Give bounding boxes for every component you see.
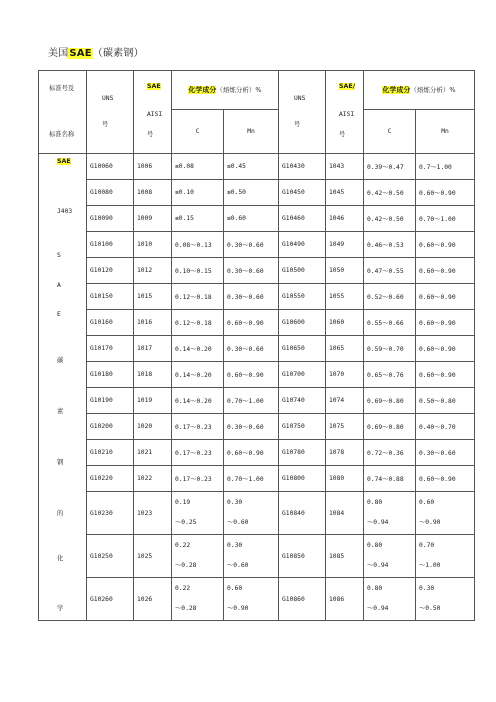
table-row <box>39 336 475 362</box>
cell-mn2: 0.60～0.90 <box>416 180 475 206</box>
header-sae-aisi: SAE AISI 号 <box>134 71 172 154</box>
header-sae-aisi-2: SAE/ AISI 号 <box>326 71 364 154</box>
cell-mn: ≤0.45 <box>224 154 279 180</box>
cell-aisi: 1008 <box>134 180 172 206</box>
header-mn: Mn <box>224 110 279 154</box>
cell-c: 0.17～0.23 <box>172 440 224 466</box>
cell-aisi: 1019 <box>134 388 172 414</box>
header-mn-2: Mn <box>416 110 475 154</box>
side-char: S <box>57 252 61 259</box>
cell-uns2: G10600 <box>279 310 326 336</box>
cell-uns2: G10740 <box>279 388 326 414</box>
cell-uns: G10100 <box>87 232 134 258</box>
cell-uns: G10250 <box>87 535 134 578</box>
steel-composition-table <box>38 70 475 621</box>
cell-aisi: 1017 <box>134 336 172 362</box>
cell-c: 0.22 ～0.28 <box>172 535 224 578</box>
table-row <box>39 388 475 414</box>
cell-c: 0.22 ～0.28 <box>172 578 224 621</box>
cell-c: 0.14～0.20 <box>172 388 224 414</box>
cell-mn2: 0.60～0.90 <box>416 284 475 310</box>
side-char: 的 <box>57 510 64 517</box>
cell-uns2: G10430 <box>279 154 326 180</box>
cell-aisi: 1012 <box>134 258 172 284</box>
cell-c2: 0.69～0.80 <box>364 388 416 414</box>
cell-uns: G10260 <box>87 578 134 621</box>
cell-mn: 0.30～0.60 <box>224 232 279 258</box>
cell-aisi2: 1046 <box>326 206 364 232</box>
cell-aisi2: 1084 <box>326 492 364 535</box>
cell-c2: 0.39～0.47 <box>364 154 416 180</box>
cell-c: 0.10～0.15 <box>172 258 224 284</box>
header-composition-2: 化学成分（熔炼分析）% <box>364 71 475 110</box>
cell-c2: 0.55～0.66 <box>364 310 416 336</box>
table-row <box>39 232 475 258</box>
cell-aisi: 1006 <box>134 154 172 180</box>
cell-mn: 0.60 ～0.90 <box>224 578 279 621</box>
cell-aisi2: 1070 <box>326 362 364 388</box>
cell-uns2: G10650 <box>279 336 326 362</box>
cell-aisi: 1021 <box>134 440 172 466</box>
table-row <box>39 258 475 284</box>
cell-c: 0.12～0.18 <box>172 310 224 336</box>
cell-aisi2: 1060 <box>326 310 364 336</box>
cell-aisi: 1026 <box>134 578 172 621</box>
cell-uns2: G10500 <box>279 258 326 284</box>
cell-uns: G10220 <box>87 466 134 492</box>
cell-c2: 0.42～0.50 <box>364 180 416 206</box>
cell-c2: 0.59～0.70 <box>364 336 416 362</box>
cell-mn2: 0.60～0.90 <box>416 258 475 284</box>
title-prefix: 美国 <box>48 48 69 59</box>
side-char: E <box>57 311 61 318</box>
cell-aisi2: 1075 <box>326 414 364 440</box>
cell-aisi: 1022 <box>134 466 172 492</box>
title-suffix: （碳素钢） <box>92 48 144 59</box>
side-char: 化 <box>57 555 64 562</box>
table-row <box>39 284 475 310</box>
cell-mn: 0.30 ～0.60 <box>224 492 279 535</box>
cell-mn: 0.30～0.60 <box>224 414 279 440</box>
cell-mn: 0.30 ～0.60 <box>224 535 279 578</box>
side-char: 钢 <box>57 459 64 466</box>
cell-uns2: G10490 <box>279 232 326 258</box>
header-row <box>39 71 475 110</box>
side-char: A <box>57 282 61 289</box>
cell-mn: 0.30～0.60 <box>224 258 279 284</box>
page-title <box>48 44 144 59</box>
cell-mn: 0.30～0.60 <box>224 284 279 310</box>
cell-mn: 0.60～0.90 <box>224 362 279 388</box>
table-row <box>39 180 475 206</box>
standard-name-cell <box>39 154 87 621</box>
cell-mn2: 0.70～1.00 <box>416 206 475 232</box>
table-row <box>39 492 475 535</box>
header-uns-2: UNS 号 <box>279 71 326 154</box>
cell-c: 0.08～0.13 <box>172 232 224 258</box>
cell-c2: 0.65～0.76 <box>364 362 416 388</box>
cell-mn: 0.70～1.00 <box>224 388 279 414</box>
header-composition: 化学成分（熔炼分析）% <box>172 71 279 110</box>
cell-c2: 0.80 ～0.94 <box>364 578 416 621</box>
cell-mn2: 0.50～0.80 <box>416 388 475 414</box>
cell-mn2: 0.70 ～1.00 <box>416 535 475 578</box>
table-row <box>39 440 475 466</box>
cell-mn2: 0.60 ～0.90 <box>416 492 475 535</box>
cell-aisi: 1018 <box>134 362 172 388</box>
cell-c: ≤0.08 <box>172 154 224 180</box>
cell-c: ≤0.15 <box>172 206 224 232</box>
cell-aisi2: 1086 <box>326 578 364 621</box>
cell-uns: G10170 <box>87 336 134 362</box>
table-row <box>39 154 475 180</box>
title-highlight: SAE <box>69 48 92 59</box>
cell-c: 0.17～0.23 <box>172 466 224 492</box>
cell-c2: 0.46～0.53 <box>364 232 416 258</box>
cell-uns2: G10700 <box>279 362 326 388</box>
cell-uns: G10160 <box>87 310 134 336</box>
cell-uns2: G10550 <box>279 284 326 310</box>
cell-aisi2: 1043 <box>326 154 364 180</box>
cell-uns2: G10800 <box>279 466 326 492</box>
cell-aisi: 1025 <box>134 535 172 578</box>
cell-uns: G10230 <box>87 492 134 535</box>
cell-uns: G10090 <box>87 206 134 232</box>
cell-aisi2: 1045 <box>326 180 364 206</box>
cell-c: 0.17～0.23 <box>172 414 224 440</box>
side-j403: J403 <box>57 208 73 215</box>
cell-uns: G10080 <box>87 180 134 206</box>
cell-c2: 0.69～0.80 <box>364 414 416 440</box>
cell-mn2: 0.60～0.90 <box>416 336 475 362</box>
side-sae: SAE <box>57 158 71 165</box>
cell-aisi2: 1049 <box>326 232 364 258</box>
cell-mn2: 0.60～0.90 <box>416 232 475 258</box>
cell-mn2: 0.60～0.90 <box>416 362 475 388</box>
side-char: 学 <box>57 605 64 612</box>
table-row <box>39 578 475 621</box>
table-row <box>39 206 475 232</box>
cell-aisi2: 1085 <box>326 535 364 578</box>
cell-aisi: 1016 <box>134 310 172 336</box>
cell-mn: ≤0.60 <box>224 206 279 232</box>
table-row <box>39 414 475 440</box>
cell-c2: 0.80 ～0.94 <box>364 535 416 578</box>
side-char: 碳 <box>57 357 64 364</box>
header-c-2: C <box>364 110 416 154</box>
cell-c2: 0.80 ～0.94 <box>364 492 416 535</box>
cell-mn: 0.30～0.60 <box>224 336 279 362</box>
cell-mn2: 0.60～0.90 <box>416 466 475 492</box>
cell-mn: ≤0.50 <box>224 180 279 206</box>
cell-c: 0.19 ～0.25 <box>172 492 224 535</box>
cell-c2: 0.72～0.36 <box>364 440 416 466</box>
table-row <box>39 466 475 492</box>
table-row <box>39 535 475 578</box>
cell-uns2: G10850 <box>279 535 326 578</box>
cell-mn2: 0.7～1.00 <box>416 154 475 180</box>
cell-mn2: 0.30～0.60 <box>416 440 475 466</box>
cell-mn: 0.60～0.90 <box>224 310 279 336</box>
cell-aisi2: 1065 <box>326 336 364 362</box>
cell-c2: 0.52～0.60 <box>364 284 416 310</box>
cell-uns2: G10840 <box>279 492 326 535</box>
cell-c: 0.14～0.20 <box>172 362 224 388</box>
cell-aisi2: 1055 <box>326 284 364 310</box>
cell-uns2: G10780 <box>279 440 326 466</box>
cell-aisi2: 1050 <box>326 258 364 284</box>
cell-c: 0.12～0.18 <box>172 284 224 310</box>
header-std: 标准号及 标准名称 <box>39 71 87 154</box>
cell-uns: G10180 <box>87 362 134 388</box>
cell-mn: 0.60～0.90 <box>224 440 279 466</box>
cell-aisi: 1010 <box>134 232 172 258</box>
cell-mn2: 0.30 ～0.50 <box>416 578 475 621</box>
cell-mn: 0.70～1.00 <box>224 466 279 492</box>
cell-c2: 0.42～0.50 <box>364 206 416 232</box>
cell-uns: G10060 <box>87 154 134 180</box>
cell-uns: G10210 <box>87 440 134 466</box>
cell-uns: G10150 <box>87 284 134 310</box>
cell-c: ≤0.10 <box>172 180 224 206</box>
cell-uns: G10190 <box>87 388 134 414</box>
header-c: C <box>172 110 224 154</box>
cell-aisi: 1015 <box>134 284 172 310</box>
cell-aisi2: 1074 <box>326 388 364 414</box>
cell-aisi: 1009 <box>134 206 172 232</box>
cell-uns2: G10450 <box>279 180 326 206</box>
table-row <box>39 310 475 336</box>
cell-aisi2: 1080 <box>326 466 364 492</box>
cell-uns: G10120 <box>87 258 134 284</box>
cell-aisi: 1023 <box>134 492 172 535</box>
header-uns: UNS 号 <box>87 71 134 154</box>
cell-uns: G10200 <box>87 414 134 440</box>
cell-c: 0.14～0.20 <box>172 336 224 362</box>
table-row <box>39 362 475 388</box>
cell-aisi: 1020 <box>134 414 172 440</box>
cell-uns2: G10860 <box>279 578 326 621</box>
cell-aisi2: 1078 <box>326 440 364 466</box>
cell-uns2: G10750 <box>279 414 326 440</box>
cell-c2: 0.74～0.88 <box>364 466 416 492</box>
side-char: 素 <box>57 408 64 415</box>
cell-mn2: 0.40～0.70 <box>416 414 475 440</box>
cell-mn2: 0.60～0.90 <box>416 310 475 336</box>
cell-uns2: G10460 <box>279 206 326 232</box>
cell-c2: 0.47～0.55 <box>364 258 416 284</box>
